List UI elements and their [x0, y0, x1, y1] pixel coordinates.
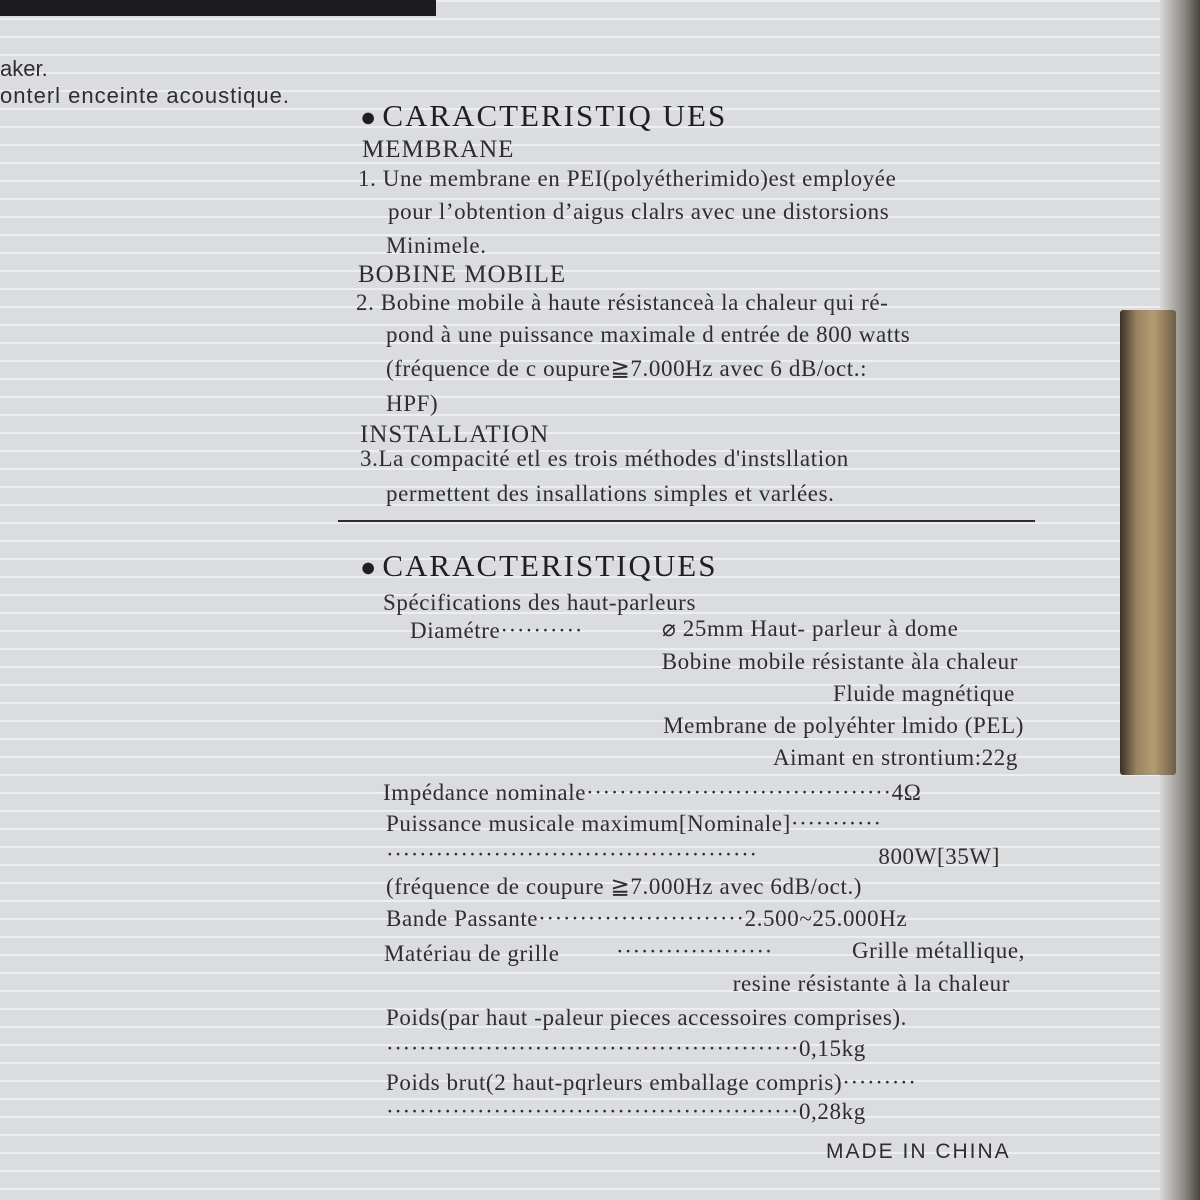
poids-brut-label: Poids brut(2 haut-pqrleurs emballage compris)·········: [386, 1070, 917, 1095]
puissance-label: Puissance musicale maximum[Nominale]···········: [386, 811, 882, 836]
section1-heading: [360, 98, 727, 134]
diametre-label: Diamétre··········: [410, 618, 583, 643]
membrane-line-2: pour l’obtention d’aigus clalrs avec une distorsions: [388, 199, 890, 224]
poids-value: ··················································0,15kg: [386, 1036, 866, 1061]
diametre-extra-2: Fluide magnétique: [832, 681, 1015, 706]
membrane-line-3: Minimele.: [386, 233, 487, 258]
section2-heading: [360, 548, 717, 584]
puissance-value: 800W[35W]: [878, 844, 1000, 869]
installation-line-2: permettent des insallations simples et varlées.: [386, 481, 835, 506]
bullet-icon: ●: [360, 552, 379, 582]
membrane-line-1: 1. Une membrane en PEI(polyétherimido)est employée: [358, 166, 897, 191]
poids-label: Poids(par haut -paleur pieces accessoires comprises).: [386, 1005, 908, 1030]
section1-heading-text: CARACTERISTIQ UES: [382, 98, 728, 133]
bullet-icon: ●: [360, 102, 379, 132]
diametre-extra-3: Membrane de polyéhter lmido (PEL): [663, 713, 1024, 738]
bobine-line-2: pond à une puissance maximale d entrée de 800 watts: [386, 322, 911, 347]
cut-off-text-line-2: onterl enceinte acoustique.: [0, 83, 290, 108]
installation-title: INSTALLATION: [360, 421, 550, 448]
frequence-row: (fréquence de coupure ≧7.000Hz avec 6dB/oct.): [386, 874, 863, 899]
installation-line-1: 3.La compacité etl es trois méthodes d'instsllation: [360, 446, 849, 471]
materiau-value-2: resine résistante à la chaleur: [732, 971, 1010, 996]
top-black-bar: [0, 0, 436, 16]
membrane-title: MEMBRANE: [362, 136, 515, 163]
materiau-value: Grille métallique,: [851, 938, 1025, 963]
spec-title: Spécifications des haut-parleurs: [383, 590, 696, 615]
diametre-value: ⌀ 25mm Haut- parleur à dome: [662, 616, 959, 641]
made-in-label: MADE IN CHINA: [826, 1140, 1011, 1163]
impedance-row: Impédance nominale·····································4Ω: [383, 780, 922, 805]
materiau-label: Matériau de grille: [384, 941, 560, 966]
bobine-line-3: (fréquence de c oupure≧7.000Hz avec 6 dB/oct.:: [386, 356, 868, 381]
bobine-title: BOBINE MOBILE: [358, 261, 567, 288]
section2-heading-text: CARACTERISTIQUES: [382, 548, 718, 583]
bobine-line-1: 2. Bobine mobile à haute résistanceà la chaleur qui ré-: [356, 290, 889, 315]
diametre-extra-1: Bobine mobile résistante àla chaleur: [661, 649, 1018, 674]
poids-brut-value: ··················································0,28kg: [386, 1099, 866, 1124]
cardboard-slot: [1120, 310, 1176, 775]
puissance-dots: ·············································: [386, 842, 758, 867]
cut-off-text-line-1: aker.: [0, 56, 48, 81]
bande-row: Bande Passante·························2.500~25.000Hz: [386, 906, 908, 931]
section-divider: [338, 520, 1035, 522]
bobine-line-4: HPF): [386, 391, 439, 416]
materiau-dots: ···················: [616, 939, 773, 964]
diametre-extra-4: Aimant en strontium:22g: [772, 745, 1018, 770]
